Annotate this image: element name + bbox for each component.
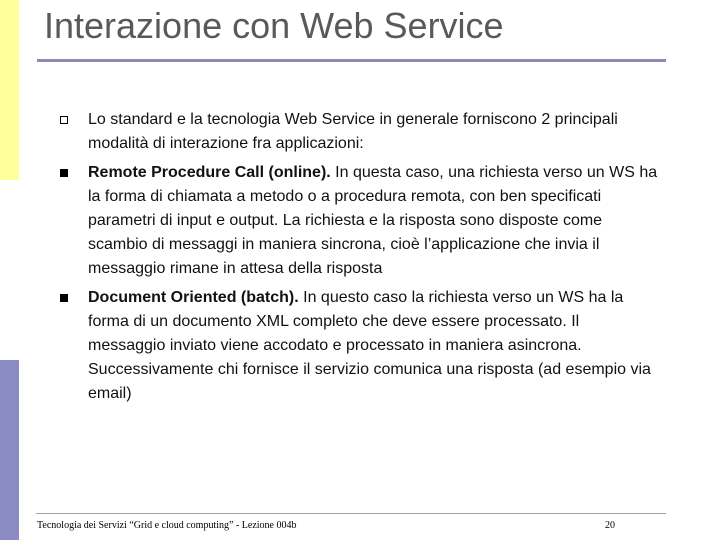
filled-square-bullet-icon: [60, 294, 68, 302]
bullet-lead: Remote Procedure Call (online).: [88, 164, 331, 181]
stripe-segment-white: [0, 180, 19, 360]
bullet-list: [60, 108, 660, 406]
page-number: 20: [605, 520, 615, 531]
bullet-text: In questo caso la richiesta verso un WS ha la forma di un documento XML completo che deve essere processato. Il messaggio inviato viene accodato e processato in maniera asincrona. Successivamente chi fornisce il servizio comunica una risposta (ad esempio via email): [88, 289, 651, 402]
footer-text: Tecnologia dei Servizi “Grid e cloud computing” - Lezione 004b: [37, 520, 297, 531]
bullet-text: In questa caso, una richiesta verso un WS ha la forma di chiamata a metodo o a procedura remota, con ben specificati parametri di input e output. La richiesta e la risposta sono disposte come scambio di messaggi in maniera sincrona, cioè l’applicazione che invia il messaggio rimane in attesa della risposta: [88, 164, 658, 277]
hollow-square-bullet-icon: [60, 116, 68, 124]
slide-title: Interazione con Web Service: [44, 5, 504, 46]
bullet-lead: Document Oriented (batch).: [88, 289, 299, 306]
footer-divider: [36, 513, 666, 514]
stripe-segment-purple: [0, 360, 19, 540]
stripe-segment-yellow: [0, 0, 19, 180]
left-decorative-stripe: [0, 0, 19, 540]
bullet-item-document-oriented: [60, 286, 660, 406]
title-underline: [37, 59, 666, 62]
bullet-item-intro: [60, 108, 660, 156]
bullet-text: Lo standard e la tecnologia Web Service in generale forniscono 2 principali modalità di interazione fra applicazioni:: [88, 111, 618, 152]
filled-square-bullet-icon: [60, 169, 68, 177]
bullet-item-rpc: [60, 161, 660, 281]
